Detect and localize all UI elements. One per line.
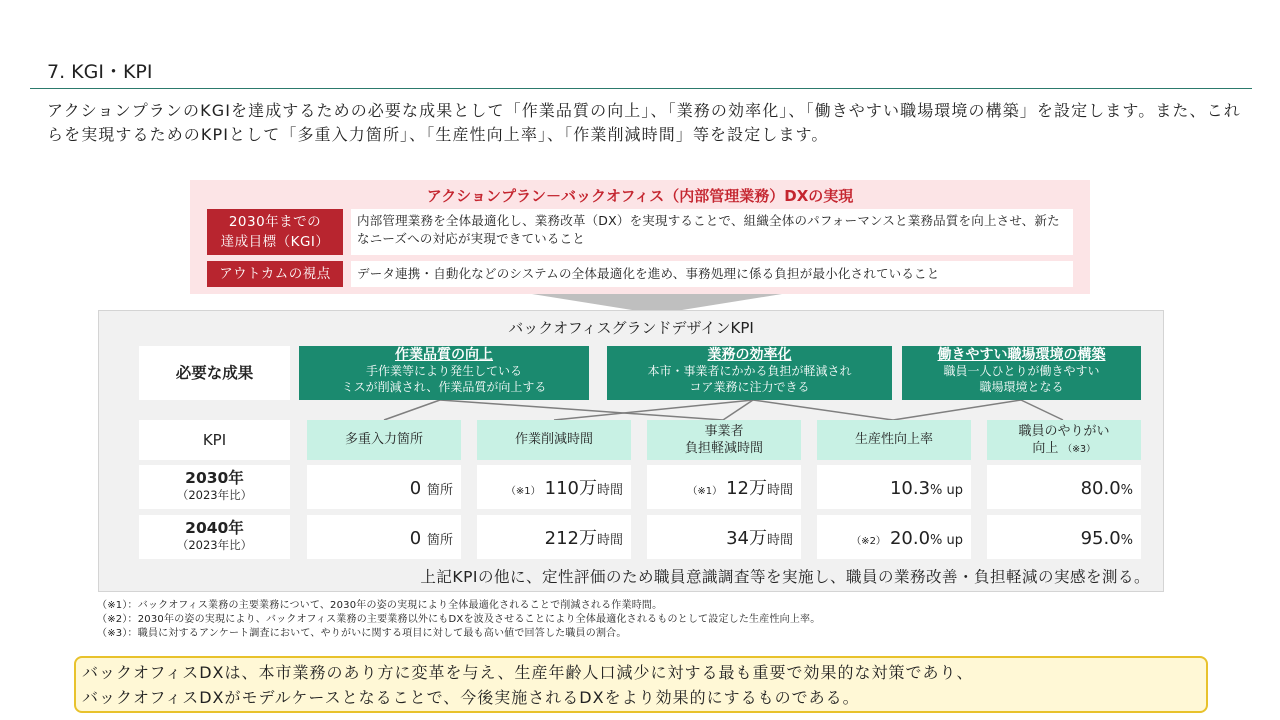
outcome-label: アウトカムの視点	[207, 261, 343, 287]
value-number: 10.3	[889, 478, 931, 499]
value-number: 0	[409, 528, 422, 549]
value-unit: %	[1120, 483, 1133, 498]
value-unit: 時間	[766, 483, 793, 498]
title-divider	[30, 88, 1252, 89]
value-unit: 箇所	[426, 483, 453, 498]
kpi-productivity-rate: 生産性向上率	[817, 420, 971, 460]
value-2030-cell	[477, 465, 631, 509]
row-header-2040	[139, 515, 290, 559]
value-number: 12万	[726, 478, 767, 499]
goal-desc: 職場環境となる	[979, 379, 1064, 394]
value-number: 212万	[544, 528, 597, 549]
value-unit: 時間	[766, 533, 793, 548]
value-2040-cell	[817, 515, 971, 559]
goal-desc: ミスが削減され、作業品質が向上する	[341, 379, 547, 394]
kgi-label-line1: 2030年までの	[228, 214, 322, 230]
value-unit: 時間	[596, 483, 623, 498]
action-plan-title: アクションプラン－バックオフィス（内部管理業務）DXの実現	[426, 187, 854, 205]
value-unit: 時間	[596, 533, 623, 548]
row-2040-year: 2040年	[185, 519, 244, 537]
value-number: 95.0	[1080, 528, 1121, 549]
row-header-required-results: 必要な成果	[139, 346, 290, 400]
summary-callout	[74, 656, 1208, 713]
outcome-text: データ連携・自動化などのシステムの全体最適化を進め、事務処理に係る負担が最小化されていること	[351, 261, 1073, 287]
value-2030-cell	[817, 465, 971, 509]
kpi-work-reduction-time: 作業削減時間	[477, 420, 631, 460]
kgi-text: 内部管理業務を全体最適化し、業務改革（DX）を実現することで、組織全体のパフォーマンスと業務品質を向上させ、新たなニーズへの対応が実現できていること	[351, 209, 1073, 255]
value-2040-cell	[477, 515, 631, 559]
goal-title: 作業品質の向上	[395, 347, 493, 363]
kpi-panel-title: バックオフィスグランドデザインKPI	[508, 319, 754, 337]
kpi-business-burden-reduction	[647, 420, 801, 460]
value-number: 20.0	[889, 528, 931, 549]
goal-work-quality	[299, 346, 589, 400]
page-title: 7. KGI・KPI	[47, 61, 153, 83]
value-2030-cell	[647, 465, 801, 509]
row-2040-sub: （2023年比）	[176, 538, 253, 552]
goal-desc: 職員一人ひとりが働きやすい	[943, 364, 1100, 378]
value-note: （※1）	[505, 486, 541, 497]
kpi-footer-note: 上記KPIの他に、定性評価のため職員意識調査等を実施し、職員の業務改善・負担軽減の実感を測る。	[420, 568, 1150, 586]
value-2030-cell	[987, 465, 1141, 509]
value-note: （※1）	[687, 486, 723, 497]
value-number: 110万	[544, 478, 597, 499]
goal-work-environment	[902, 346, 1141, 400]
value-2040-cell	[647, 515, 801, 559]
value-2040-cell	[987, 515, 1141, 559]
summary-line: バックオフィスDXがモデルケースとなることで、今後実施されるDXをより効果的にするものである。	[82, 688, 860, 707]
value-unit: % up	[930, 483, 963, 498]
goal-desc: 本市・事業者にかかる負担が軽減され	[647, 364, 852, 378]
goal-desc: コア業務に注力できる	[689, 379, 810, 394]
kpi-multiple-input: 多重入力箇所	[307, 420, 461, 460]
kgi-label-line2: 達成目標（KGI）	[220, 234, 330, 250]
row-header-2030	[139, 465, 290, 509]
footnote: （※1）：バックオフィス業務の主要業務について、2030年の姿の実現により全体最適化されることで削減される作業時間。	[97, 600, 663, 611]
value-number: 34万	[726, 528, 767, 549]
goal-title: 働きやすい職場環境の構築	[937, 347, 1106, 363]
footnotes	[97, 599, 820, 641]
kpi-line: 事業者	[704, 424, 744, 439]
kpi-note: （※3）	[1062, 444, 1096, 455]
kpi-line: 向上	[1032, 441, 1059, 456]
row-2030-year: 2030年	[185, 469, 244, 487]
row-header-kpi: KPI	[139, 420, 290, 460]
value-number: 0	[409, 478, 422, 499]
goal-efficiency	[607, 346, 892, 400]
value-unit: 箇所	[426, 533, 453, 548]
value-2040-cell	[307, 515, 461, 559]
goal-desc: 手作業等により発生している	[365, 364, 522, 378]
summary-line: バックオフィスDXは、本市業務のあり方に変革を与え、生産年齢人口減少に対する最も重要で効果的な対策であり、	[82, 663, 974, 682]
kpi-line: 職員のやりがい	[1018, 424, 1110, 439]
footnote: （※3）：職員に対するアンケート調査において、やりがいに関する項目に対して最も高い値で回答した職員の割合。	[97, 628, 627, 639]
value-unit: % up	[930, 533, 963, 548]
value-note: （※2）	[851, 536, 886, 547]
footnote: （※2）：2030年の姿の実現により、バックオフィス業務の主要業務以外にもDXを波及させることにより全体最適化されるものとして設定した生産性向上率。	[97, 614, 821, 625]
value-2030-cell	[307, 465, 461, 509]
goal-title: 業務の効率化	[707, 347, 792, 363]
intro-paragraph: アクションプランのKGIを達成するための必要な成果として「作業品質の向上」、「業務の効率化」、「働きやすい職場環境の構築」を設定します。また、これらを実現するためのKPIとして「多重入力箇所」、「生産性向上率」、「作業削減時間」等を設定します。	[47, 101, 1241, 144]
kpi-line: 負担軽減時間	[684, 441, 763, 456]
value-number: 80.0	[1080, 478, 1121, 499]
row-2030-sub: （2023年比）	[176, 488, 253, 502]
value-unit: %	[1120, 533, 1133, 548]
kgi-label	[207, 209, 343, 255]
kpi-staff-motivation	[987, 420, 1141, 460]
